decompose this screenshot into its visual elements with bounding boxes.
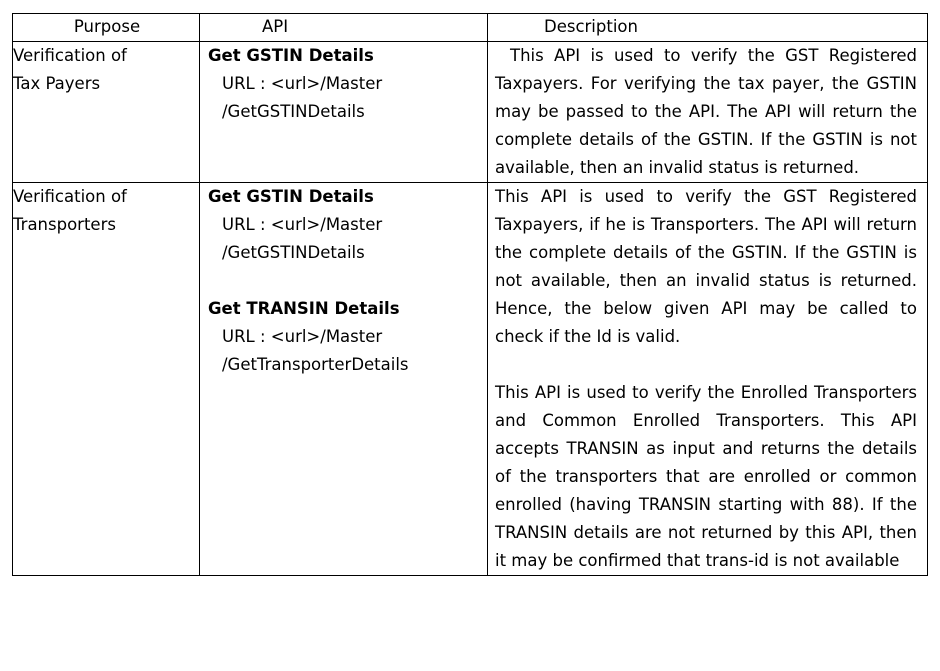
api-url-path: /GetGSTINDetails <box>222 243 365 262</box>
api-table <box>12 13 928 576</box>
api-url: URL : <url>/Master <box>222 215 383 234</box>
api-cell <box>200 183 488 576</box>
description-cell <box>488 183 928 576</box>
api-url-path: /GetTransporterDetails <box>222 355 409 374</box>
description-paragraph: This API is used to verify the GST Registered Taxpayers, if he is Transporters. The API will return the complete details of the GSTIN. If the GSTIN is not available, then an invalid status is returned. Hence, the below given API may be called to check if the Id is valid. <box>495 187 917 346</box>
purpose-cell <box>13 42 200 183</box>
purpose-cell <box>13 183 200 576</box>
header-api: API <box>200 14 488 42</box>
purpose-text: Tax Payers <box>13 74 101 93</box>
header-description: Description <box>488 14 928 42</box>
purpose-text: Transporters <box>13 215 116 234</box>
api-name: Get GSTIN Details <box>208 187 374 206</box>
purpose-text: Verification of <box>13 187 127 206</box>
description-paragraph: This API is used to verify the Enrolled Transporters and Common Enrolled Transporters. This API accepts TRANSIN as input and returns the details of the transporters that are enrolled or common enrolled (having TRANSIN starting with 88). If the TRANSIN details are not returned by this API, then it may be confirmed that trans-id is not available <box>495 383 917 570</box>
table-row <box>13 42 928 183</box>
api-url: URL : <url>/Master <box>222 327 383 346</box>
api-url: URL : <url>/Master <box>222 74 383 93</box>
api-cell <box>200 42 488 183</box>
api-url-path: /GetGSTINDetails <box>222 102 365 121</box>
spacer <box>208 267 487 295</box>
purpose-text: Verification of <box>13 46 127 65</box>
description-paragraph: This API is used to verify the GST Registered Taxpayers. For verifying the tax payer, the GSTIN may be passed to the API. The API will return the complete details of the GSTIN. If the GSTIN is not available, then an invalid status is returned. <box>495 46 917 177</box>
api-name: Get GSTIN Details <box>208 46 374 65</box>
table-row <box>13 183 928 576</box>
header-row <box>13 14 928 42</box>
header-purpose: Purpose <box>13 14 200 42</box>
description-cell <box>488 42 928 183</box>
spacer <box>495 351 917 379</box>
api-name: Get TRANSIN Details <box>208 299 400 318</box>
